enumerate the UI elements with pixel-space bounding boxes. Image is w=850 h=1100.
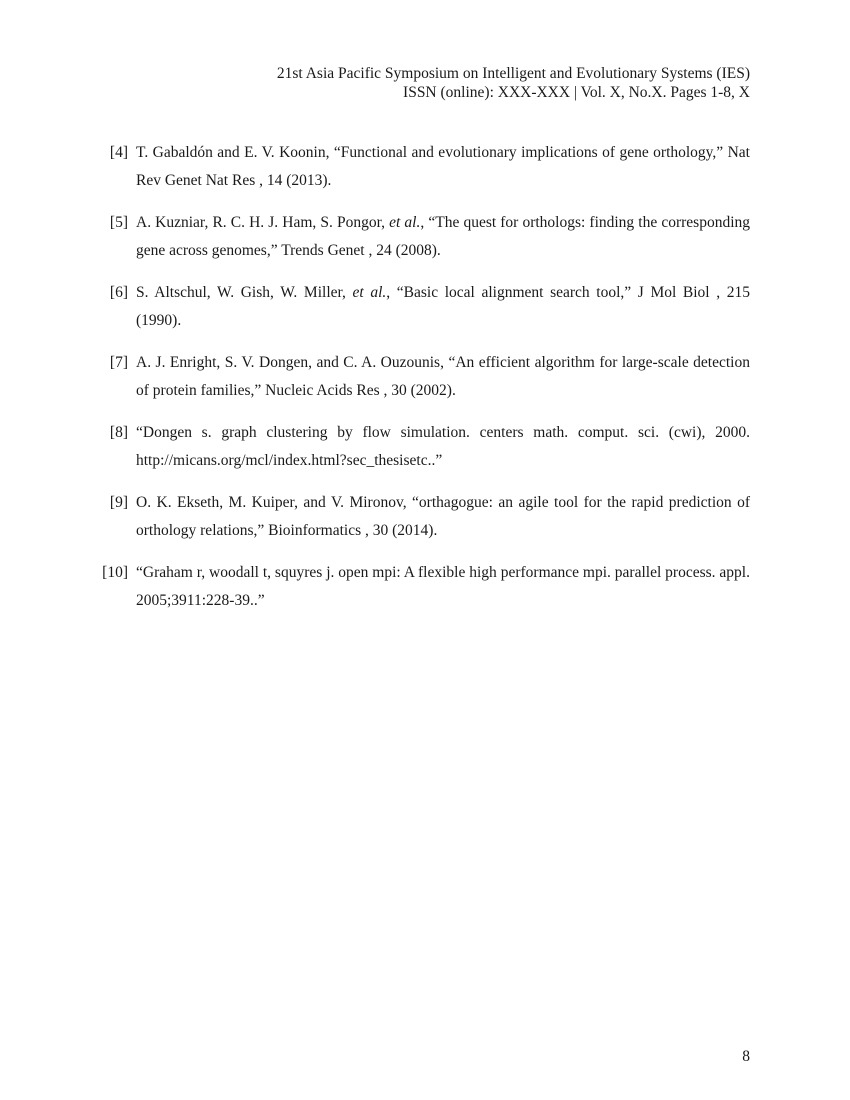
running-header — [90, 64, 750, 102]
header-issn-line: ISSN (online): XXX-XXX | Vol. X, No.X. Pages 1-8, X — [403, 84, 750, 101]
reference-number: [6] — [109, 284, 128, 301]
reference-text: T. Gabaldón and E. V. Koonin, “Functional and evolutionary implications of gene orthology,” Nat Rev Genet Nat Res , 14 (2013). — [136, 144, 750, 189]
reference-text: “Dongen s. graph clustering by flow simulation. centers math. comput. sci. (cwi), 2000. http://micans.org/mcl/index.html?sec_thesisetc..” — [136, 424, 750, 469]
reference-list — [94, 139, 750, 629]
reference-item — [94, 349, 750, 405]
reference-item — [94, 559, 750, 615]
reference-item — [94, 209, 750, 265]
reference-number: [5] — [109, 214, 128, 231]
reference-item — [94, 489, 750, 545]
header-conference-line: 21st Asia Pacific Symposium on Intelligent and Evolutionary Systems (IES) — [276, 65, 750, 82]
reference-number: [7] — [109, 354, 128, 371]
page-number: 8 — [742, 1048, 750, 1065]
reference-item — [94, 279, 750, 335]
reference-item — [94, 139, 750, 195]
reference-number: [4] — [109, 144, 128, 161]
reference-text: S. Altschul, W. Gish, W. Miller, et al., “Basic local alignment search tool,” J Mol Biol , 215 (1990). — [136, 284, 750, 329]
reference-text: “Graham r, woodall t, squyres j. open mpi: A flexible high performance mpi. parallel process. appl. 2005;3911:228-39..” — [136, 564, 750, 609]
reference-text: A. Kuzniar, R. C. H. J. Ham, S. Pongor, et al., “The quest for orthologs: finding the corresponding gene across genomes,” Trends Genet , 24 (2008). — [136, 214, 751, 259]
reference-text: A. J. Enright, S. V. Dongen, and C. A. Ouzounis, “An efficient algorithm for large-scale detection of protein families,” Nucleic Acids Res , 30 (2002). — [136, 354, 750, 399]
reference-number: [10] — [102, 564, 128, 581]
reference-number: [9] — [109, 494, 128, 511]
reference-number: [8] — [109, 424, 128, 441]
reference-item — [94, 419, 750, 475]
reference-text: O. K. Ekseth, M. Kuiper, and V. Mironov, “orthagogue: an agile tool for the rapid prediction of orthology relations,” Bioinformatics , 30 (2014). — [136, 494, 750, 539]
